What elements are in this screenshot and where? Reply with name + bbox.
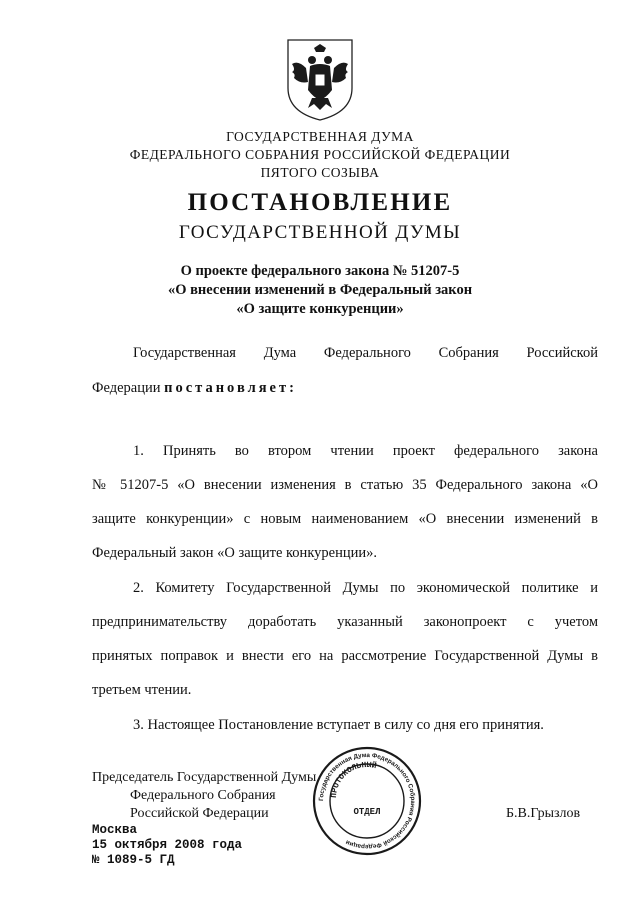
item-3: 3. Настоящее Постановление вступает в силу со дня его принятия. — [133, 717, 544, 733]
preamble-line-1: Государственная Дума Федерального Собрания Российской — [133, 345, 598, 361]
bill-title — [0, 262, 640, 319]
official-seal-stamp — [312, 746, 422, 856]
document-title: ПОСТАНОВЛЕНИЕ — [187, 189, 453, 216]
signatory-position-line-1: Председатель Государственной Думы — [92, 770, 317, 785]
item-2-line-2: предпринимательству доработать указанный законопроект с учетом — [92, 614, 598, 630]
issue-details — [92, 823, 242, 868]
bill-title-line-2: «О внесении изменений в Федеральный закон — [167, 282, 473, 298]
signatory-position-line-3: Российской Федерации — [130, 806, 269, 821]
issue-city: Москва — [92, 823, 138, 837]
item-1-line-3: защите конкуренции» с новым наименованием «О внесении изменений в — [92, 511, 598, 527]
issuer-header — [0, 128, 640, 182]
item-1-line-4: Федеральный закон «О защите конкуренции». — [92, 545, 378, 561]
stamp-ring-text: Государственная Дума Федерального Собрания Российской Федерации — [317, 751, 417, 851]
preamble-line-2 — [92, 380, 598, 397]
signatory-name: Б.В.Грызлов — [506, 806, 581, 821]
header-line-2: ФЕДЕРАЛЬНОГО СОБРАНИЯ РОССИЙСКОЙ ФЕДЕРАЦИИ — [129, 147, 511, 162]
bill-title-line-3: «О защите конкуренции» — [236, 301, 404, 317]
item-1-line-1: 1. Принять во втором чтении проект федерального закона — [133, 443, 598, 459]
coat-of-arms-emblem — [284, 38, 356, 122]
preamble-federation: Федерации — [92, 380, 161, 396]
item-2-line-4: третьем чтении. — [92, 682, 192, 698]
header-line-1: ГОСУДАРСТВЕННАЯ ДУМА — [226, 129, 414, 144]
bill-title-line-1: О проекте федерального закона № 51207-5 — [180, 263, 460, 279]
preamble-resolves: постановляет: — [164, 380, 297, 396]
issue-date: 15 октября 2008 года — [92, 838, 243, 852]
item-2-line-1: 2. Комитету Государственной Думы по экономической политике и — [133, 580, 598, 596]
signatory-position-line-2: Федерального Собрания — [130, 788, 276, 803]
document-subtitle: ГОСУДАРСТВЕННОЙ ДУМЫ — [178, 222, 462, 243]
issue-number: № 1089-5 ГД — [92, 853, 175, 867]
header-line-3: ПЯТОГО СОЗЫВА — [260, 165, 380, 180]
stamp-arc-text: ПРОТОКОЛЬНЫЙ — [329, 760, 378, 799]
stamp-center-text: ОТДЕЛ — [353, 807, 381, 817]
item-1-line-2: № 51207-5 «О внесении изменения в статью 35 Федерального закона «О — [92, 477, 598, 493]
item-2-line-3: принятых поправок и внести его на рассмотрение Государственной Думы в — [92, 648, 598, 664]
